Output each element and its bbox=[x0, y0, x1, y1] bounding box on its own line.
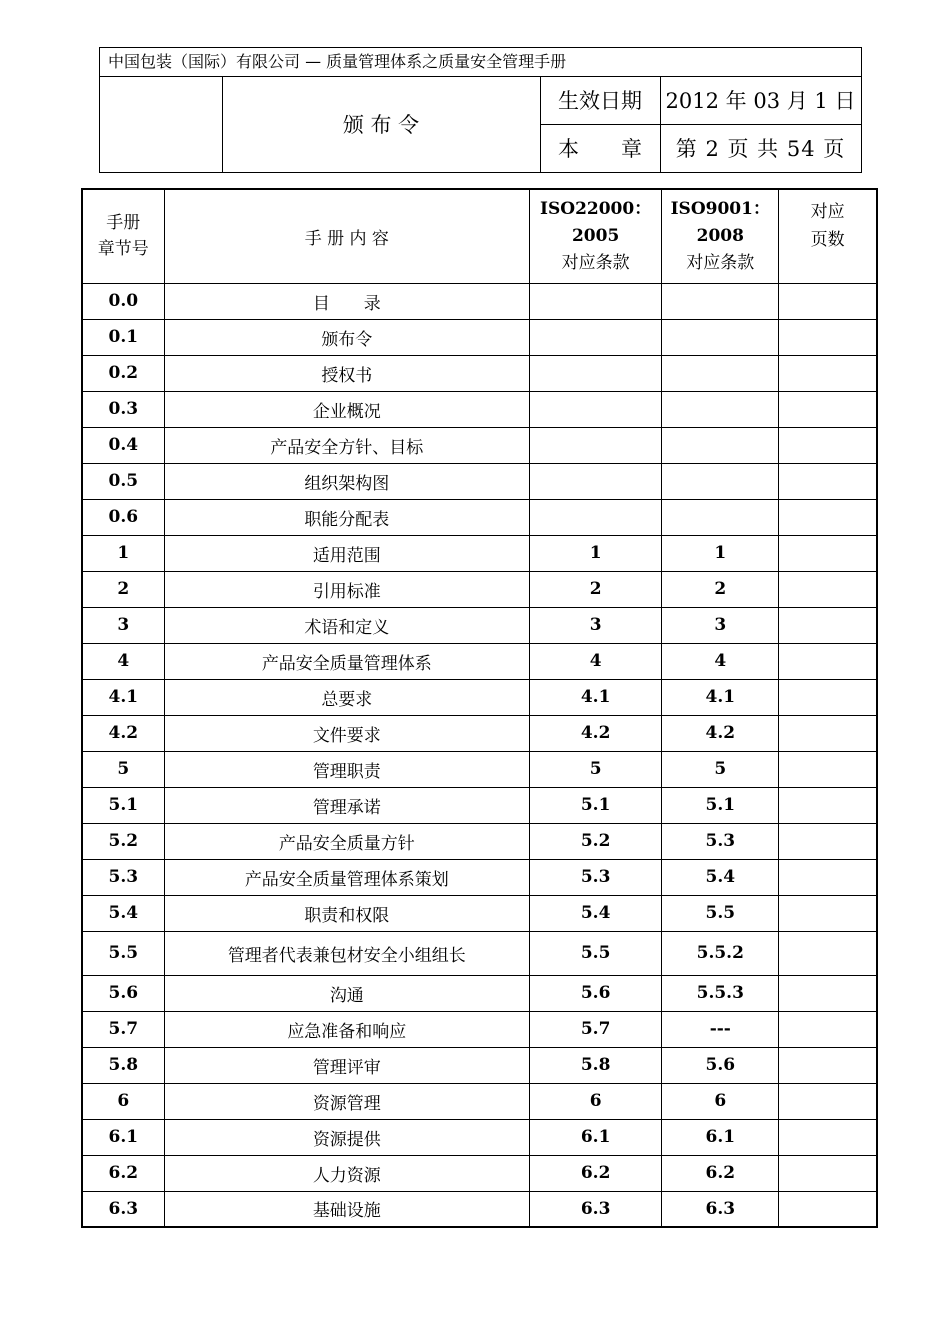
section-title-cell: 颁布令 bbox=[164, 319, 529, 355]
page-number-cell bbox=[779, 823, 877, 859]
iso9001-clause-cell: 5.5.2 bbox=[662, 931, 779, 975]
iso9001-clause-cell: 6.1 bbox=[662, 1119, 779, 1155]
chapter-number-cell: 6.3 bbox=[82, 1191, 164, 1227]
table-row bbox=[82, 823, 877, 859]
iso9001-clause-cell: 1 bbox=[662, 535, 779, 571]
iso22000-clause-cell: 5.7 bbox=[530, 1011, 662, 1047]
chapter-number-cell: 0.2 bbox=[82, 355, 164, 391]
iso22000-clause-cell bbox=[530, 499, 662, 535]
manual-contents-table bbox=[81, 188, 878, 1228]
page-number-cell bbox=[779, 1155, 877, 1191]
effective-date-label: 生效日期 bbox=[558, 89, 642, 113]
iso9001-clause-cell: 3 bbox=[662, 607, 779, 643]
page-number-cell bbox=[779, 931, 877, 975]
iso9001-clause-cell: 4 bbox=[662, 643, 779, 679]
table-row bbox=[82, 895, 877, 931]
iso22000-clause-cell: 1 bbox=[530, 535, 662, 571]
chapter-number-cell: 0.4 bbox=[82, 427, 164, 463]
table-row bbox=[82, 607, 877, 643]
iso9001-clause-cell: 6.2 bbox=[662, 1155, 779, 1191]
page-number-cell bbox=[779, 427, 877, 463]
table-row bbox=[82, 975, 877, 1011]
iso22000-clause-cell bbox=[530, 463, 662, 499]
section-title-cell: 文件要求 bbox=[164, 715, 529, 751]
section-title-cell: 职责和权限 bbox=[164, 895, 529, 931]
chapter-number-cell: 0.1 bbox=[82, 319, 164, 355]
iso9001-clause-cell: --- bbox=[662, 1011, 779, 1047]
header-content: 手 册 内 容 bbox=[164, 189, 529, 283]
table-row bbox=[82, 1011, 877, 1047]
iso9001-line3: 对应条款 bbox=[686, 252, 755, 273]
iso22000-clause-cell bbox=[530, 355, 662, 391]
iso22000-clause-cell: 6.3 bbox=[530, 1191, 662, 1227]
effective-date-value: 2012 年 03 月 1 日 bbox=[665, 89, 856, 113]
page-number-cell bbox=[779, 463, 877, 499]
iso9001-clause-cell: 6.3 bbox=[662, 1191, 779, 1227]
iso22000-clause-cell bbox=[530, 391, 662, 427]
iso22000-line2: 2005 bbox=[571, 225, 620, 246]
section-title-cell: 管理评审 bbox=[164, 1047, 529, 1083]
table-row bbox=[82, 1083, 877, 1119]
iso9001-clause-cell bbox=[662, 463, 779, 499]
table-row bbox=[82, 463, 877, 499]
iso9001-clause-cell: 5.1 bbox=[662, 787, 779, 823]
iso22000-clause-cell: 5.1 bbox=[530, 787, 662, 823]
page-number-cell bbox=[779, 751, 877, 787]
table-row bbox=[82, 1047, 877, 1083]
header-iso9001 bbox=[662, 189, 779, 283]
page-number-cell bbox=[779, 1047, 877, 1083]
section-title-cell: 资源管理 bbox=[164, 1083, 529, 1119]
document-name: 颁 布 令 bbox=[342, 113, 420, 137]
iso22000-clause-cell: 2 bbox=[530, 571, 662, 607]
section-title-cell: 目 录 bbox=[164, 283, 529, 319]
table-row bbox=[82, 751, 877, 787]
page-number-cell bbox=[779, 283, 877, 319]
section-title-cell: 术语和定义 bbox=[164, 607, 529, 643]
table-row bbox=[82, 715, 877, 751]
section-title-cell: 引用标准 bbox=[164, 571, 529, 607]
chapter-number-cell: 0.3 bbox=[82, 391, 164, 427]
section-title-cell: 授权书 bbox=[164, 355, 529, 391]
section-title-cell: 沟通 bbox=[164, 975, 529, 1011]
iso9001-clause-cell: 6 bbox=[662, 1083, 779, 1119]
section-title-cell: 产品安全质量方针 bbox=[164, 823, 529, 859]
section-title-cell: 应急准备和响应 bbox=[164, 1011, 529, 1047]
page-number-cell bbox=[779, 499, 877, 535]
section-title-cell: 产品安全质量管理体系 bbox=[164, 643, 529, 679]
page-number-cell bbox=[779, 1083, 877, 1119]
iso22000-clause-cell: 5.2 bbox=[530, 823, 662, 859]
page-info: 第 2 页 共 54 页 bbox=[675, 137, 846, 161]
iso9001-clause-cell: 4.2 bbox=[662, 715, 779, 751]
section-title-cell: 企业概况 bbox=[164, 391, 529, 427]
company-manual-title: 中国包装（国际）有限公司 — 质量管理体系之质量安全管理手册 bbox=[100, 48, 861, 77]
iso22000-clause-cell: 5.8 bbox=[530, 1047, 662, 1083]
section-title-cell: 产品安全质量管理体系策划 bbox=[164, 859, 529, 895]
header-page: 对应 页数 bbox=[779, 189, 877, 283]
table-row bbox=[82, 355, 877, 391]
page-number-cell bbox=[779, 715, 877, 751]
iso22000-clause-cell: 3 bbox=[530, 607, 662, 643]
table-body bbox=[82, 283, 877, 1227]
section-title-cell: 管理职责 bbox=[164, 751, 529, 787]
chapter-number-cell: 0.6 bbox=[82, 499, 164, 535]
table-row bbox=[82, 859, 877, 895]
iso22000-clause-cell: 4.2 bbox=[530, 715, 662, 751]
iso9001-clause-cell bbox=[662, 283, 779, 319]
chapter-number-cell: 6.2 bbox=[82, 1155, 164, 1191]
iso9001-clause-cell bbox=[662, 319, 779, 355]
header-chapter-no: 手册 章节号 bbox=[82, 189, 164, 283]
iso22000-clause-cell bbox=[530, 319, 662, 355]
table-header-row bbox=[82, 189, 877, 283]
chapter-number-cell: 5 bbox=[82, 751, 164, 787]
page-number-cell bbox=[779, 535, 877, 571]
iso22000-clause-cell: 6.2 bbox=[530, 1155, 662, 1191]
chapter-number-cell: 5.7 bbox=[82, 1011, 164, 1047]
section-title-cell: 职能分配表 bbox=[164, 499, 529, 535]
chapter-number-cell: 5.3 bbox=[82, 859, 164, 895]
section-title-cell: 总要求 bbox=[164, 679, 529, 715]
iso22000-line1: ISO22000： bbox=[540, 198, 652, 219]
table-row bbox=[82, 535, 877, 571]
iso9001-clause-cell: 5.5.3 bbox=[662, 975, 779, 1011]
iso22000-line3: 对应条款 bbox=[561, 252, 630, 273]
table-row bbox=[82, 931, 877, 975]
iso9001-clause-cell: 5.6 bbox=[662, 1047, 779, 1083]
section-title-cell: 组织架构图 bbox=[164, 463, 529, 499]
iso22000-clause-cell: 5.5 bbox=[530, 931, 662, 975]
section-title-cell: 资源提供 bbox=[164, 1119, 529, 1155]
iso9001-clause-cell: 2 bbox=[662, 571, 779, 607]
chapter-number-cell: 0.0 bbox=[82, 283, 164, 319]
table-row bbox=[82, 1155, 877, 1191]
section-title-cell: 基础设施 bbox=[164, 1191, 529, 1227]
page-number-cell bbox=[779, 607, 877, 643]
page-number-cell bbox=[779, 355, 877, 391]
chapter-number-cell: 5.8 bbox=[82, 1047, 164, 1083]
page-number-cell bbox=[779, 895, 877, 931]
iso22000-clause-cell: 4.1 bbox=[530, 679, 662, 715]
iso9001-clause-cell: 5.3 bbox=[662, 823, 779, 859]
section-title-cell: 产品安全方针、目标 bbox=[164, 427, 529, 463]
iso22000-clause-cell: 6.1 bbox=[530, 1119, 662, 1155]
iso22000-clause-cell: 5.4 bbox=[530, 895, 662, 931]
table-row bbox=[82, 499, 877, 535]
iso9001-clause-cell bbox=[662, 499, 779, 535]
chapter-number-cell: 5.4 bbox=[82, 895, 164, 931]
header-iso22000 bbox=[530, 189, 662, 283]
iso9001-clause-cell: 5.4 bbox=[662, 859, 779, 895]
section-title-cell: 人力资源 bbox=[164, 1155, 529, 1191]
table-row bbox=[82, 319, 877, 355]
iso22000-clause-cell: 5 bbox=[530, 751, 662, 787]
chapter-label: 本 章 bbox=[558, 137, 642, 161]
iso9001-clause-cell: 5.5 bbox=[662, 895, 779, 931]
table-row bbox=[82, 787, 877, 823]
chapter-number-cell: 5.5 bbox=[82, 931, 164, 975]
chapter-number-cell: 0.5 bbox=[82, 463, 164, 499]
page-number-cell bbox=[779, 679, 877, 715]
chapter-number-cell: 5.1 bbox=[82, 787, 164, 823]
iso9001-clause-cell: 5 bbox=[662, 751, 779, 787]
section-title-cell: 管理者代表兼包材安全小组组长 bbox=[164, 931, 529, 975]
iso9001-line2: 2008 bbox=[696, 225, 744, 246]
table-row bbox=[82, 679, 877, 715]
page-number-cell bbox=[779, 1119, 877, 1155]
chapter-number-cell: 4.2 bbox=[82, 715, 164, 751]
chapter-number-cell: 4 bbox=[82, 643, 164, 679]
chapter-number-cell: 3 bbox=[82, 607, 164, 643]
page-number-cell bbox=[779, 975, 877, 1011]
page-number-cell bbox=[779, 319, 877, 355]
chapter-number-cell: 6.1 bbox=[82, 1119, 164, 1155]
iso9001-clause-cell bbox=[662, 391, 779, 427]
table-row bbox=[82, 1119, 877, 1155]
section-title-cell: 适用范围 bbox=[164, 535, 529, 571]
section-title-cell: 管理承诺 bbox=[164, 787, 529, 823]
iso9001-line1: ISO9001： bbox=[670, 198, 770, 219]
table-row bbox=[82, 1191, 877, 1227]
document-header bbox=[99, 47, 862, 173]
page-number-cell bbox=[779, 1191, 877, 1227]
iso22000-clause-cell: 6 bbox=[530, 1083, 662, 1119]
table-row bbox=[82, 427, 877, 463]
page-number-cell bbox=[779, 859, 877, 895]
chapter-number-cell: 1 bbox=[82, 535, 164, 571]
table-row bbox=[82, 391, 877, 427]
iso22000-clause-cell: 4 bbox=[530, 643, 662, 679]
chapter-number-cell: 5.6 bbox=[82, 975, 164, 1011]
chapter-number-cell: 5.2 bbox=[82, 823, 164, 859]
iso9001-clause-cell bbox=[662, 355, 779, 391]
iso22000-clause-cell bbox=[530, 427, 662, 463]
page-number-cell bbox=[779, 391, 877, 427]
iso22000-clause-cell: 5.6 bbox=[530, 975, 662, 1011]
page-number-cell bbox=[779, 643, 877, 679]
table-row bbox=[82, 571, 877, 607]
iso9001-clause-cell bbox=[662, 427, 779, 463]
chapter-number-cell: 2 bbox=[82, 571, 164, 607]
table-row bbox=[82, 643, 877, 679]
iso22000-clause-cell: 5.3 bbox=[530, 859, 662, 895]
page-number-cell bbox=[779, 787, 877, 823]
chapter-number-cell: 6 bbox=[82, 1083, 164, 1119]
iso22000-clause-cell bbox=[530, 283, 662, 319]
table-row bbox=[82, 283, 877, 319]
iso9001-clause-cell: 4.1 bbox=[662, 679, 779, 715]
page-number-cell bbox=[779, 1011, 877, 1047]
page-number-cell bbox=[779, 571, 877, 607]
chapter-number-cell: 4.1 bbox=[82, 679, 164, 715]
